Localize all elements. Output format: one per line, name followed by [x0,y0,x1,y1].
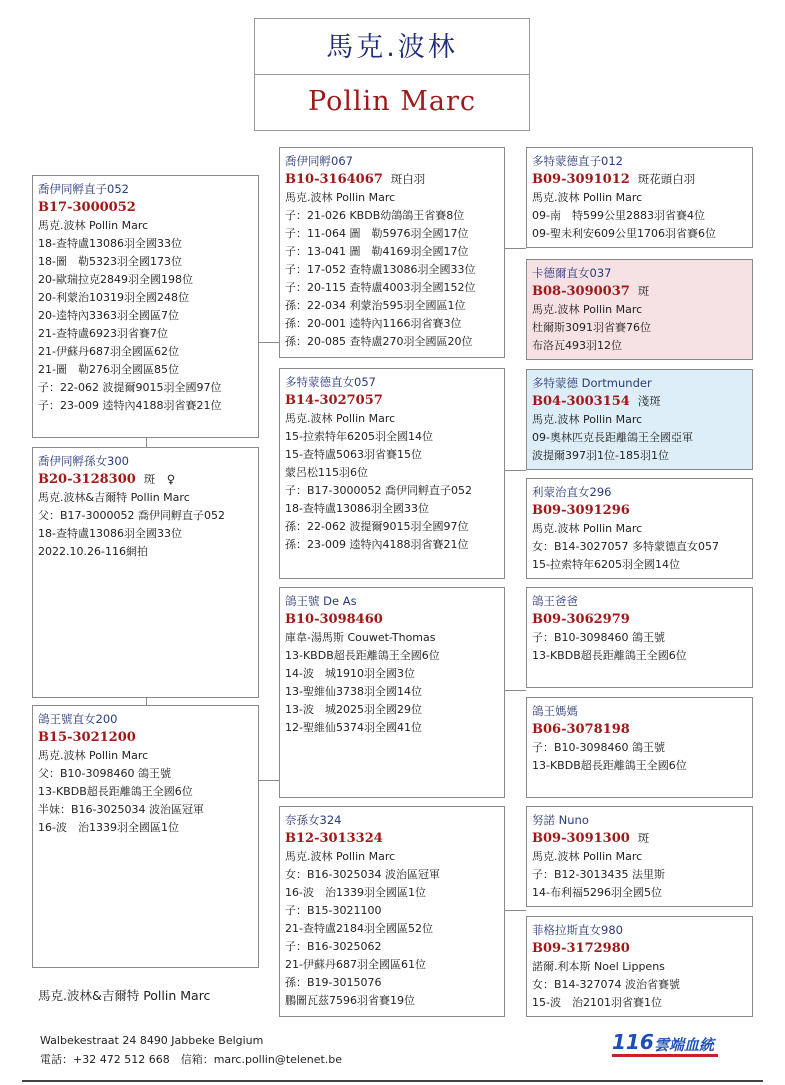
pedigree-card-ggp-5 [526,587,753,688]
pedigree-card-sire-sire [279,147,505,358]
pigeon-name: 奈孫女324 [285,813,342,827]
pedigree-line: 孫：22-062 波提爾9015羽全國97位 [285,520,469,533]
pedigree-line: 馬克.波林 Pollin Marc [532,303,643,316]
pedigree-line: 13-KBDB超長距離鴿王全國6位 [532,759,687,772]
color-sex: 斑 [637,284,650,298]
pedigree-line: 馬克.波林&吉爾特 Pollin Marc [38,491,190,504]
pedigree-line: 孫：20-001 逵特內1166羽省賽3位 [285,317,462,330]
pedigree-line: 子：13-041 圖 勒4169羽全國17位 [285,245,469,258]
pedigree-line: 女：B14-3027057 多特蒙德直女057 [532,540,719,553]
pedigree-line: 父：B10-3098460 鴿王號 [38,767,171,780]
pedigree-line: 18-圖 勒5323羽全國173位 [38,255,182,268]
pedigree-line: 13-KBDB超長距離鴿王全國6位 [532,649,687,662]
pedigree-line: 2022.10.26-116網拍 [38,545,148,558]
pedigree-line: 馬克.波林 Pollin Marc [285,850,396,863]
pedigree-line: 孫：22-034 利蒙治595羽全國區1位 [285,299,466,312]
pedigree-line: 09-南 特599公里2883羽省賽4位 [532,209,705,222]
pedigree-line: 子：20-115 查特盧4003羽全國152位 [285,281,476,294]
logo-underline [612,1054,718,1057]
color-sex: 斑 ♀ [143,472,176,486]
ring-number-row [532,392,746,411]
pedigree-line: 21-圖 勒276羽全國區85位 [38,363,179,376]
pedigree-line: 馬克.波林 Pollin Marc [38,749,149,762]
ring-number-row [532,282,746,301]
pedigree-line: 18-查特盧13086羽全國33位 [285,502,429,515]
ring-number: B17-3000052 [38,200,136,215]
owner-name-english: Pollin Marc [308,86,476,117]
title-box [254,18,530,131]
ring-number-row [285,391,498,410]
pedigree-line: 09-奧林匹克長距離鴿王全國亞軍 [532,431,693,444]
pedigree-line: 子：17-052 查特盧13086羽全國33位 [285,263,476,276]
ring-number-row [285,829,498,848]
pigeon-name: 鴿王號 De As [285,594,357,608]
pedigree-line: 半妹：B16-3025034 波治區冠軍 [38,803,204,816]
ring-number-row [532,829,746,848]
connector-line [504,910,526,911]
pedigree-line: 女：B16-3025034 波治區冠軍 [285,868,440,881]
ring-number-row [532,939,746,958]
pedigree-line: 21-伊蘇丹687羽全國區61位 [285,958,426,971]
pedigree-line: 馬克.波林 Pollin Marc [532,413,643,426]
connector-line [504,690,526,691]
ring-number-row [532,170,746,189]
ring-number-row [38,470,252,489]
pedigree-line: 波提爾397羽1位-185羽1位 [532,449,669,462]
pigeon-name: 多特蒙德直子012 [532,154,623,168]
pedigree-card-ggp-6 [526,697,753,798]
ring-number: B09-3091296 [532,503,630,518]
pedigree-line: 14-布利福5296羽全國5位 [532,886,662,899]
ring-number-row [38,198,252,217]
pedigree-line: 子：B17-3000052 喬伊同孵直子052 [285,484,472,497]
pedigree-line: 子：B10-3098460 鴿王號 [532,741,665,754]
ring-number: B10-3098460 [285,612,383,627]
bottom-rule [22,1080,763,1082]
pigeon-name: 鴿王號直女200 [38,712,118,726]
pedigree-line: 父：B17-3000052 喬伊同孵直子052 [38,509,225,522]
pedigree-line: 20-逵特內3363羽全國區7位 [38,309,179,322]
pedigree-line: 鵬圖瓦茲7596羽省賽19位 [285,994,415,1007]
pedigree-line: 子：23-009 逵特內4188羽省賽21位 [38,399,222,412]
ring-number-row [532,501,746,520]
pedigree-line: 16-波 治1339羽全國區1位 [38,821,179,834]
pedigree-line: 孫：B19-3015076 [285,976,382,989]
connector-line [258,342,279,343]
pedigree-line: 20-歐瑞拉克2849羽全國198位 [38,273,193,286]
pigeon-name: 利蒙治直女296 [532,485,612,499]
connector-line [504,248,526,249]
pigeon-name: 多特蒙德直女057 [285,375,376,389]
ring-number: B10-3164067 [285,172,383,187]
footer-address: Walbekestraat 24 8490 Jabbeke Belgium [40,1034,264,1047]
pedigree-line: 13-KBDB超長距離鴿王全國6位 [38,785,193,798]
ring-number: B12-3013324 [285,831,383,846]
ring-number: B15-3021200 [38,730,136,745]
pedigree-line: 18-查特盧13086羽全國33位 [38,527,182,540]
pedigree-line: 馬克.波林 Pollin Marc [532,850,643,863]
pedigree-line: 18-查特盧13086羽全國33位 [38,237,182,250]
brand-logo [612,1030,722,1056]
pedigree-line: 馬克.波林 Pollin Marc [285,191,396,204]
pedigree-card-dam-sire [279,587,505,798]
ring-number: B09-3062979 [532,612,630,627]
pedigree-line: 子：22-062 波提爾9015羽全國97位 [38,381,222,394]
color-sex: 斑花頭白羽 [637,172,696,186]
pigeon-name: 喬伊同孵067 [285,154,353,168]
connector-line [504,470,526,471]
pedigree-card-subject [32,447,259,698]
pedigree-line: 馬克.波林 Pollin Marc [285,412,396,425]
pedigree-line: 20-利蒙治10319羽全國248位 [38,291,189,304]
connector-line [258,780,279,781]
pedigree-line: 14-波 城1910羽全國3位 [285,667,415,680]
pedigree-line: 15-查特盧5063羽省賽15位 [285,448,422,461]
ring-number: B06-3078198 [532,722,630,737]
ring-number: B09-3091012 [532,172,630,187]
pedigree-card-ggp-1 [526,147,753,248]
pedigree-line: 子：B12-3013435 法里斯 [532,868,665,881]
ring-number-row [285,610,498,629]
ring-number: B09-3091300 [532,831,630,846]
pedigree-line: 馬克.波林 Pollin Marc [532,191,643,204]
pedigree-line: 孫：20-085 查特盧270羽全國區20位 [285,335,473,348]
pigeon-name: 多特蒙德 Dortmunder [532,376,652,390]
pedigree-line: 13-聖維仙3738羽全國14位 [285,685,422,698]
ring-number-row [38,728,252,747]
ring-number: B09-3172980 [532,941,630,956]
pigeon-name: 菲格拉斯直女980 [532,923,623,937]
owner-name-chinese: 馬克.波林 [255,19,529,75]
pedigree-line: 馬克.波林 Pollin Marc [532,522,643,535]
pedigree-line: 馬克.波林 Pollin Marc [38,219,149,232]
pedigree-line: 15-波 治2101羽省賽1位 [532,996,662,1009]
pedigree-line: 布洛瓦493羽12位 [532,339,622,352]
ring-number-row [532,720,746,739]
pedigree-line: 16-波 治1339羽全國區1位 [285,886,426,899]
ring-number: B14-3027057 [285,393,383,408]
pedigree-line: 孫：23-009 逵特內4188羽省賽21位 [285,538,469,551]
pedigree-card-ggp-3 [526,369,753,470]
logo-text: 雲端血統 [654,1036,715,1054]
pedigree-card-ggp-8 [526,916,753,1017]
pedigree-line: 諾爾.利本斯 Noel Lippens [532,960,665,973]
pedigree-line: 21-查特盧2184羽全國區52位 [285,922,433,935]
connector-line [146,697,147,705]
pedigree-card-dam-dam [279,806,505,1017]
pedigree-line: 蒙呂松115羽6位 [285,466,368,479]
pigeon-name: 鴿王媽媽 [532,704,578,718]
pedigree-line: 子：B10-3098460 鴿王號 [532,631,665,644]
pedigree-card-sire [32,175,259,438]
ring-number: B04-3003154 [532,394,630,409]
ring-number-row [285,170,498,189]
color-sex: 淺斑 [637,394,661,408]
pedigree-line: 13-KBDB超長距離鴿王全國6位 [285,649,440,662]
pedigree-line: 子：11-064 圖 勒5976羽全國17位 [285,227,469,240]
pedigree-line: 13-波 城2025羽全國29位 [285,703,422,716]
footer-owner: 馬克.波林&吉爾特 Pollin Marc [38,988,211,1003]
pedigree-line: 21-伊蘇丹687羽全國區62位 [38,345,179,358]
ring-number: B20-3128300 [38,472,136,487]
pedigree-line: 杜爾斯3091羽省賽76位 [532,321,651,334]
pedigree-card-ggp-2 [526,259,753,360]
pigeon-name: 喬伊同孵孫女300 [38,454,129,468]
pigeon-name: 努諾 Nuno [532,813,589,827]
pedigree-line: 15-拉索特年6205羽全國14位 [532,558,680,571]
pedigree-line: 15-拉索特年6205羽全國14位 [285,430,433,443]
pedigree-card-ggp-7 [526,806,753,907]
pedigree-line: 09-聖未利安609公里1706羽省賽6位 [532,227,716,240]
pedigree-line: 女：B14-327074 波治省賽號 [532,978,680,991]
logo-number: 116 [612,1030,654,1054]
pedigree-line: 21-查特盧6923羽省賽7位 [38,327,168,340]
pedigree-card-sire-dam [279,368,505,579]
pedigree-card-dam [32,705,259,968]
pigeon-name: 卡德爾直女037 [532,266,612,280]
connector-line [146,437,147,447]
pedigree-line: 子：B16-3025062 [285,940,382,953]
pedigree-card-ggp-4 [526,478,753,579]
pigeon-name: 鴿王爸爸 [532,594,578,608]
ring-number-row [532,610,746,629]
pedigree-line: 庫韋-湯馬斯 Couwet-Thomas [285,631,436,644]
color-sex: 斑 [637,831,650,845]
pigeon-name: 喬伊同孵直子052 [38,182,129,196]
footer-contact: 電話：+32 472 512 668 信箱：marc.pollin@telenet.be [40,1053,343,1066]
pedigree-line: 子：21-026 KBDB幼鴿鴿王省賽8位 [285,209,465,222]
pedigree-line: 12-聖維仙5374羽全國41位 [285,721,422,734]
pedigree-line: 子：B15-3021100 [285,904,382,917]
color-sex: 斑白羽 [390,172,426,186]
ring-number: B08-3090037 [532,284,630,299]
